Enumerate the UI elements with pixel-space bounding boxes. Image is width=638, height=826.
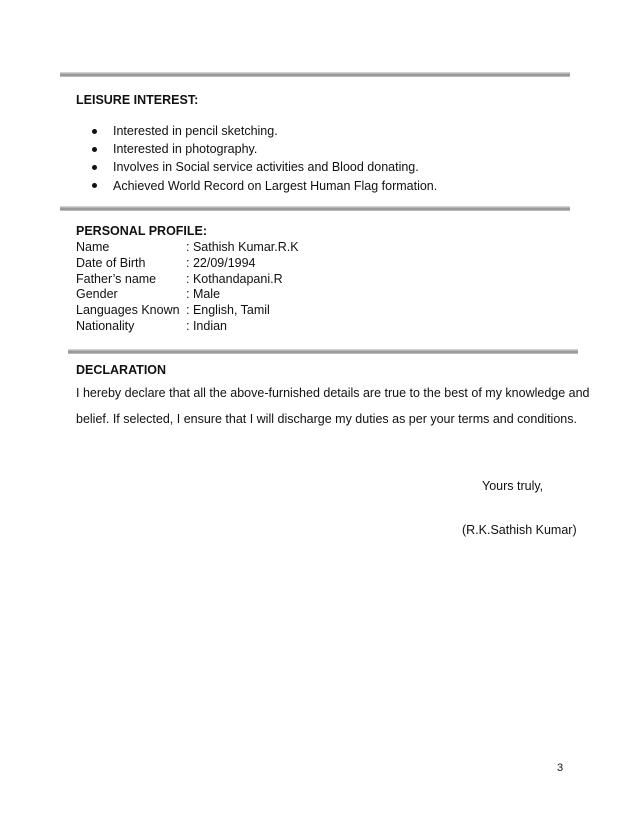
leisure-list: [92, 122, 437, 195]
profile-row: [76, 319, 299, 335]
list-item: Interested in photography.: [92, 140, 437, 158]
declaration-heading: DECLARATION: [76, 363, 167, 377]
profile-row: [76, 287, 299, 303]
leisure-heading: LEISURE INTEREST:: [76, 93, 199, 107]
list-item: Interested in pencil sketching.: [92, 122, 437, 140]
profile-value: : English, Tamil: [186, 303, 270, 318]
page-number: 3: [557, 762, 564, 774]
profile-row: [76, 240, 299, 256]
profile-value: : Male: [186, 287, 221, 302]
list-item: Involves in Social service activities and Blood donating.: [92, 158, 437, 176]
profile-value: : Kothandapani.R: [186, 271, 283, 286]
section-divider: [60, 72, 570, 77]
closing-text: Yours truly,: [482, 479, 544, 493]
profile-label: Nationality: [76, 318, 135, 333]
profile-value: : 22/09/1994: [186, 255, 256, 270]
profile-label: Father’s name: [76, 271, 157, 286]
declaration-text: [76, 380, 590, 432]
section-divider: [68, 349, 578, 354]
profile-label: Date of Birth: [76, 255, 146, 270]
profile-heading: PERSONAL PROFILE:: [76, 224, 208, 238]
profile-row: [76, 272, 299, 288]
profile-label: Languages Known: [76, 303, 180, 318]
declaration-line: belief. If selected, I ensure that I will discharge my duties as per your terms and conditions.: [76, 412, 577, 426]
profile-value: : Indian: [186, 318, 228, 333]
profile-row: [76, 303, 299, 319]
profile-value: : Sathish Kumar.R.K: [186, 240, 299, 254]
section-divider: [60, 206, 570, 211]
profile-label: Name: [76, 240, 110, 254]
profile-table: [76, 240, 299, 335]
profile-row: [76, 256, 299, 272]
declaration-line: I hereby declare that all the above-furnished details are true to the best of my knowledge and: [76, 386, 590, 400]
signature-name: (R.K.Sathish Kumar): [462, 523, 577, 537]
list-item: Achieved World Record on Largest Human Flag formation.: [92, 177, 437, 195]
profile-label: Gender: [76, 287, 118, 302]
